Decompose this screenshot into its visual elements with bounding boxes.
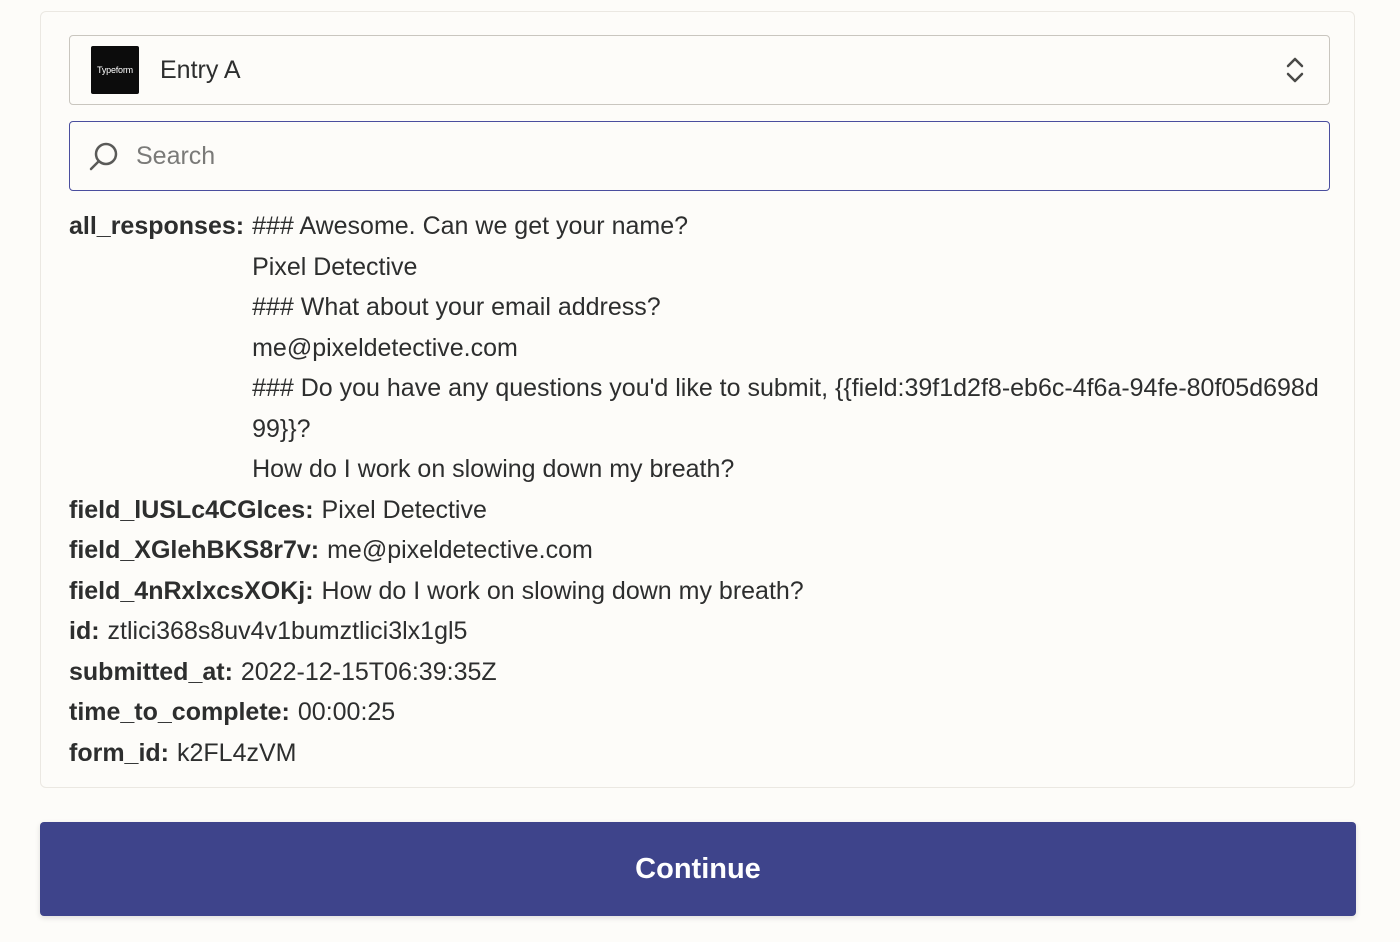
field-key: time_to_complete: [69,698,290,726]
field-row [69,692,1331,733]
field-key: field_4nRxlxcsXOKj: [69,576,314,605]
response-line: me@pixeldetective.com [252,333,518,362]
field-value: How do I work on slowing down my breath? [321,576,804,605]
field-key: field_lUSLc4CGlces: [69,495,314,524]
entry-card [40,11,1355,788]
field-row [69,530,1331,571]
field-value-lines [252,206,1327,490]
selected-entry-label: Entry A [160,55,241,84]
field-row [69,571,1331,612]
search-icon [88,140,120,172]
entry-fields [69,206,1331,773]
continue-button[interactable]: Continue [40,822,1356,916]
field-value: k2FL4zVM [177,738,297,767]
field-key: all_responses: [69,212,245,240]
field-row [69,490,1331,531]
field-value: Pixel Detective [321,495,487,524]
field-row-all-responses [69,206,1331,490]
field-row [69,652,1331,693]
response-line: ### Do you have any questions you'd like to submit, {{field:39f1d2f8-eb6c-4f6a-94fe-80f05d698d99}}? [252,374,1319,443]
response-line: ### Awesome. Can we get your name? [252,212,689,240]
field-key: form_id: [69,738,169,767]
search-input[interactable] [134,141,1288,172]
search-box[interactable] [69,121,1330,191]
response-line: ### What about your email address? [252,293,661,321]
field-value: 2022-12-15T06:39:35Z [240,657,497,686]
field-row [69,611,1331,652]
entry-dropdown[interactable] [69,35,1330,105]
field-row [69,733,1331,774]
field-value: me@pixeldetective.com [327,536,593,564]
field-value: ztlici368s8uv4v1bumztlici3lx1gl5 [107,617,468,645]
field-key: field_XGlehBKS8r7v: [69,536,320,564]
field-value: 00:00:25 [297,698,396,726]
response-line: How do I work on slowing down my breath? [252,455,735,483]
chevron-up-down-icon [1281,54,1309,86]
field-key: id: [69,617,100,645]
field-key: submitted_at: [69,657,233,686]
response-line: Pixel Detective [252,252,418,281]
typeform-logo: Typeform [91,46,139,94]
